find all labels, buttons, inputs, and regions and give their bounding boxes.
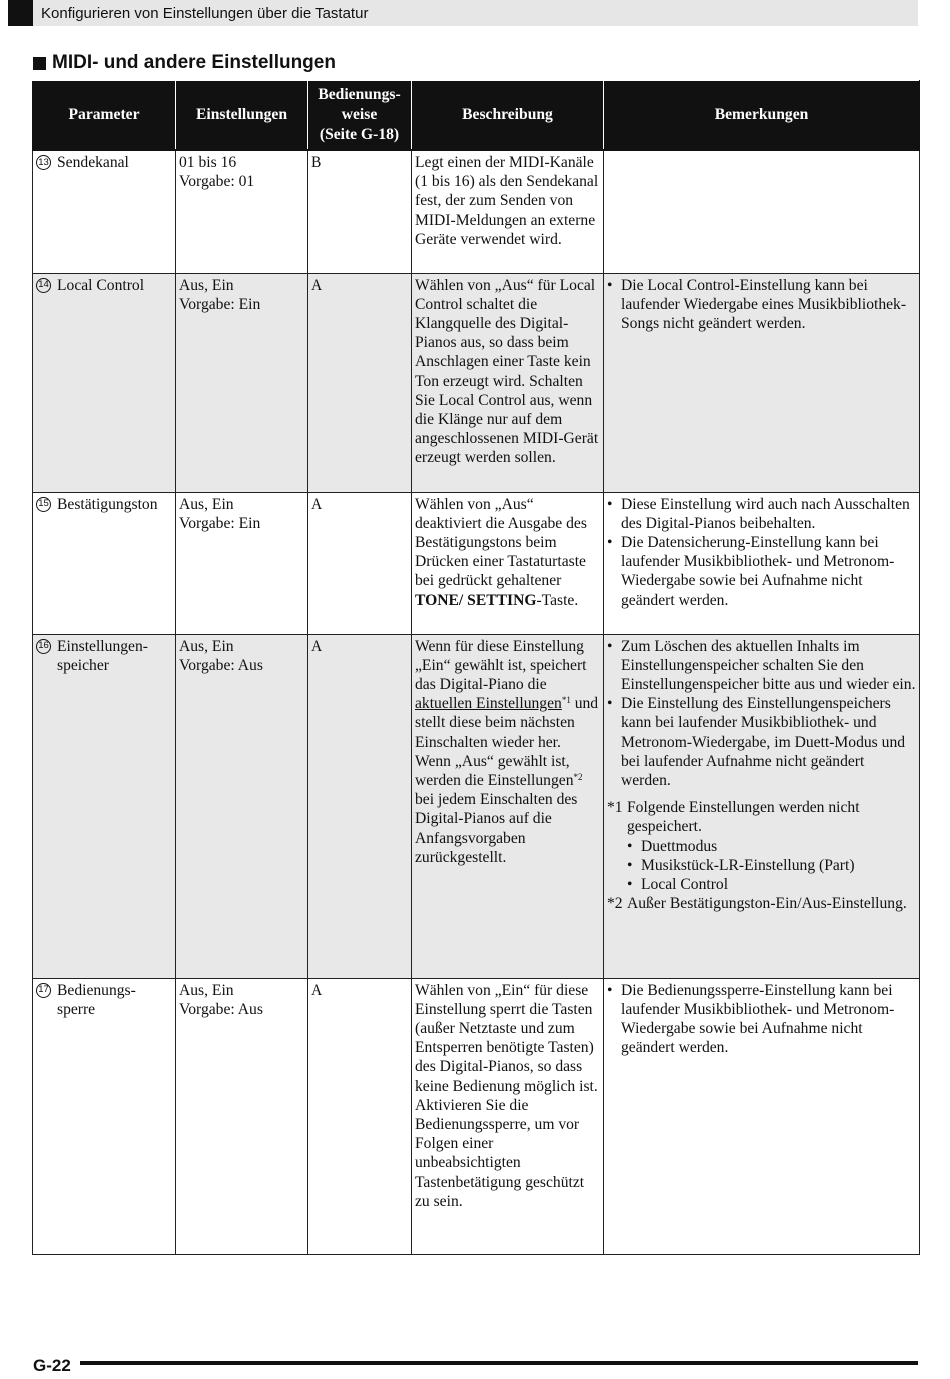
remark-item: • Die Local Control-Einstellung kann bei laufender Wiedergabe eines Musikbibliothek-Songs nicht geändert werden. [607, 276, 907, 332]
column-header-description: Beschreibung [412, 81, 604, 151]
description-cell: Wählen von „Ein“ für diese Einstellung sperrt die Tasten (außer Netztaste und zum Entsperren benötigte Tasten) des Digital-Pianos, so dass keine Bedienung möglich ist. Aktivieren Sie die Bedienungssperre, um vor Folgen einer unbeabsichtigten Tastenbetätigung geschützt zu sein. [412, 978, 604, 1254]
header-marker [8, 0, 33, 26]
remark-item: • Die Bedienungssperre-Einstellung kann bei laufender Musikbibliothek- und Metronom-Wiedergabe sowie bei Aufnahme nicht geändert werden. [607, 981, 895, 1057]
bullet-icon: • [607, 981, 613, 999]
table-row [33, 978, 920, 1254]
settings-range: 01 bis 16 [179, 154, 237, 171]
section-heading [33, 52, 336, 74]
circled-number-icon: 14 [36, 278, 51, 293]
settings-cell [176, 492, 308, 634]
circled-number-icon: 13 [36, 155, 51, 170]
circled-number-icon: 15 [36, 497, 51, 512]
underlined-term: aktuellen Einstellungen [415, 695, 562, 713]
table-row [33, 634, 920, 978]
bullet-icon: • [607, 533, 613, 551]
settings-default: Vorgabe: Aus [179, 656, 263, 674]
bullet-icon: • [607, 695, 613, 713]
description-cell: Legt einen der MIDI-Kanäle (1 bis 16) als den Sendekanal fest, der zum Senden von MIDI-Meldungen an externe Geräte verwendet wird. [412, 150, 604, 273]
settings-cell [176, 978, 308, 1254]
description-cell: Wählen von „Aus“ für Local Control schaltet die Klangquelle des Digital-Pianos aus, so dass beim Anschlagen einer Taste kein Ton erzeugt wird. Schalten Sie Local Control aus, wenn die Klänge nur auf dem angeschlossenen MIDI-Gerät erzeugt werden sollen. [412, 273, 604, 492]
table-row [33, 150, 920, 273]
remarks-cell [604, 978, 920, 1254]
remark-item: • Die Einstellung des Einstellungenspeichers kann bei laufender Musikbibliothek- und Metronom-Wiedergabe, im Duett-Modus und bei laufender Aufnahme nicht geändert werden. [607, 695, 906, 789]
footnote-2: *2 Außer Bestätigungston-Ein/Aus-Einstellung. [607, 895, 907, 913]
remark-item: • Zum Löschen des aktuellen Inhalts im Einstellungenspeicher schalten Sie den Einstellungenspeicher bitte aus und wieder ein. [607, 637, 916, 693]
bullet-icon: • [607, 276, 613, 294]
settings-default: Vorgabe: Aus [179, 1000, 263, 1018]
description-cell: Wählen von „Aus“ deaktiviert die Ausgabe des Bestätigungstons beim Drücken einer Tastaturtaste bei gedrückt gehaltener TONE/ SETTING-Taste. [412, 492, 604, 634]
parameter-cell [33, 150, 176, 273]
footnote-1-item: • Musikstück-LR-Einstellung (Part) [627, 856, 855, 874]
parameter-cell [33, 978, 176, 1254]
parameter-name: Local Control [57, 276, 145, 294]
mode-cell: A [308, 273, 412, 492]
remark-item: • Die Datensicherung-Einstellung kann bei laufender Musikbibliothek- und Metronom-Wiedergabe sowie bei Aufnahme nicht geändert werden. [607, 533, 895, 609]
settings-range: Aus, Ein [179, 495, 234, 513]
description-cell: Wenn für diese Einstellung „Ein“ gewählt ist, speichert das Digital-Piano die aktuellen Einstellungen$^{*1}$ und stellt diese beim nächsten Einschalten wieder her. Wenn „Aus“ gewählt ist, werden die Einstellungen$^{*2}$ bei jedem Einschalten des Digital-Pianos auf die Anfangsvorgaben zurückgestellt. [412, 634, 604, 978]
settings-cell [176, 634, 308, 978]
parameter-cell [33, 492, 176, 634]
key-label: TONE/ SETTING [415, 591, 537, 609]
remarks-cell [604, 492, 920, 634]
section-title: MIDI- und andere Einstellungen [52, 52, 336, 73]
remarks-cell [604, 273, 920, 492]
settings-cell [176, 150, 308, 273]
footnote-1: *1 Folgende Einstellungen werden nicht gespeichert. [607, 799, 860, 836]
settings-table [32, 80, 920, 1255]
parameter-cell [33, 634, 176, 978]
parameter-cell [33, 273, 176, 492]
settings-default: Vorgabe: Ein [179, 514, 261, 532]
table-row [33, 492, 920, 634]
bullet-icon: • [607, 637, 613, 655]
circled-number-icon: 16 [36, 639, 51, 654]
column-header-settings: Einstellungen [176, 81, 308, 151]
circled-number-icon: 17 [36, 983, 51, 998]
footer-rule [80, 1361, 918, 1365]
column-header-mode: Bedienungs- weise (Seite G-18) [308, 81, 412, 151]
footnote-1-item: • Duettmodus [627, 837, 718, 855]
table-header-row [33, 81, 920, 151]
remarks-cell [604, 634, 920, 978]
page-header [8, 0, 918, 26]
footnote-1-item: • Local Control [627, 875, 729, 893]
mode-cell: A [308, 634, 412, 978]
square-bullet-icon [33, 57, 46, 70]
settings-default: Vorgabe: Ein [179, 295, 261, 313]
mode-cell: B [308, 150, 412, 273]
settings-range: Aus, Ein [179, 637, 234, 655]
parameter-name: Sendekanal [57, 154, 129, 171]
column-header-parameter: Parameter [33, 81, 176, 151]
parameter-name: Einstellungen-speicher [57, 637, 148, 674]
settings-default: Vorgabe: 01 [179, 173, 255, 191]
settings-cell [176, 273, 308, 492]
remarks-cell [604, 150, 920, 273]
header-title: Konfigurieren von Einstellungen über die Tastatur [41, 4, 369, 22]
bullet-icon: • [607, 495, 613, 513]
remark-item: • Diese Einstellung wird auch nach Ausschalten des Digital-Pianos beibehalten. [607, 495, 910, 532]
column-header-remarks: Bemerkungen [604, 81, 920, 151]
parameter-name: Bestätigungston [57, 495, 158, 513]
parameter-name: Bedienungs-sperre [57, 981, 136, 1018]
settings-range: Aus, Ein [179, 981, 234, 999]
table-row [33, 273, 920, 492]
mode-cell: A [308, 978, 412, 1254]
mode-cell: A [308, 492, 412, 634]
settings-range: Aus, Ein [179, 276, 234, 294]
page-number: G-22 [33, 1356, 71, 1375]
